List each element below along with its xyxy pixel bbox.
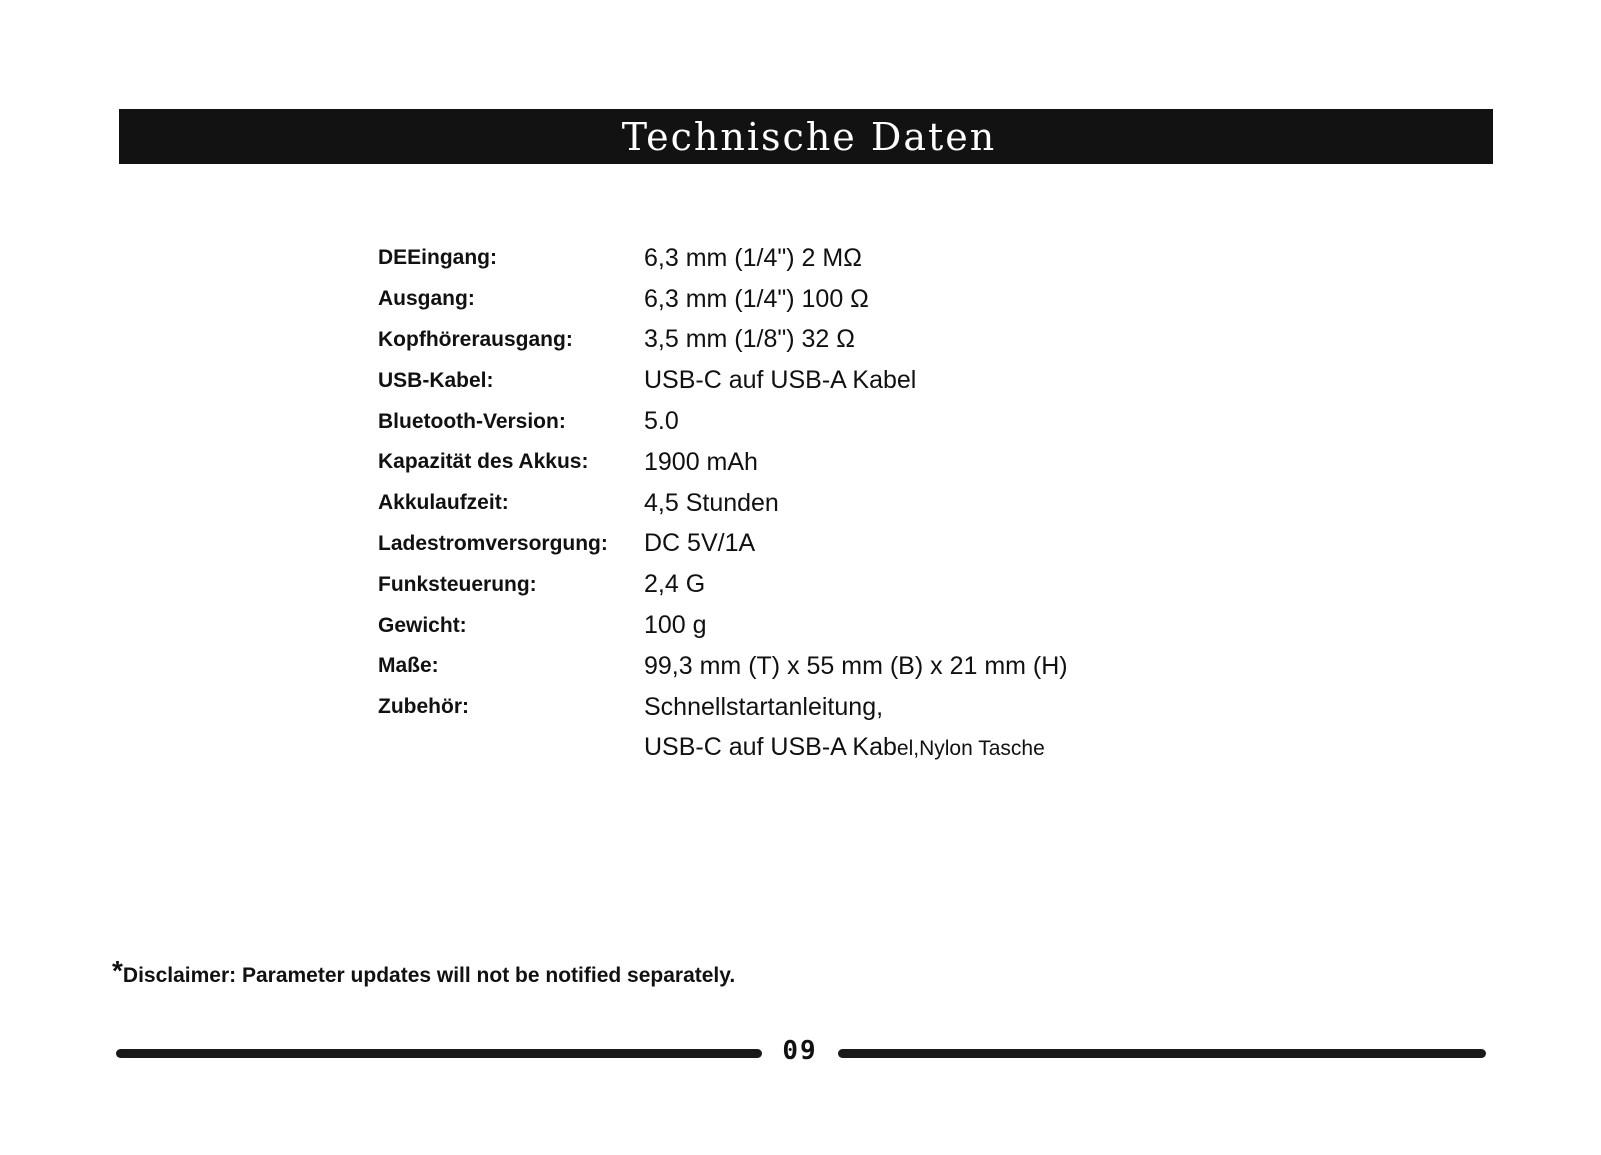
- spec-row-battery-capacity: [378, 442, 1198, 483]
- spec-table: [378, 238, 1198, 768]
- spec-value: 1900 mAh: [644, 447, 758, 476]
- spec-value: 3,5 mm (1/8") 32 Ω: [644, 325, 855, 354]
- spec-label: USB-Kabel:: [378, 368, 494, 392]
- spec-row-dimensions: [378, 646, 1198, 687]
- spec-row-battery-life: [378, 483, 1198, 524]
- spec-row-bluetooth: [378, 401, 1198, 442]
- spec-value: Schnellstartanleitung,: [644, 692, 884, 721]
- footer-rule-right: [838, 1049, 1486, 1058]
- spec-value: DC 5V/1A: [644, 529, 756, 558]
- spec-value: 6,3 mm (1/4") 100 Ω: [644, 284, 869, 313]
- spec-label: Ladestromversorgung:: [378, 531, 608, 555]
- spec-row-charging: [378, 524, 1198, 565]
- spec-label: Zubehör:: [378, 695, 469, 719]
- spec-row-input: [378, 238, 1198, 279]
- spec-value: 2,4 G: [644, 570, 706, 599]
- spec-label: Bluetooth-Version:: [378, 409, 566, 433]
- page-number: 09: [782, 1036, 818, 1066]
- spec-label: Kopfhörerausgang:: [378, 327, 573, 351]
- title-bar: [119, 109, 1493, 164]
- accessories-main-text: USB-C auf USB-A Kab: [644, 733, 897, 762]
- disclaimer: [112, 955, 735, 988]
- spec-label: Kapazität des Akkus:: [378, 450, 589, 474]
- spec-value: 4,5 Stunden: [644, 488, 779, 517]
- spec-row-weight: [378, 605, 1198, 646]
- spec-label: Gewicht:: [378, 613, 467, 637]
- spec-row-headphone: [378, 320, 1198, 361]
- spec-label: Akkulaufzeit:: [378, 491, 509, 515]
- spec-row-usb-cable: [378, 360, 1198, 401]
- spec-value: 6,3 mm (1/4") 2 MΩ: [644, 243, 862, 272]
- spec-value: 100 g: [644, 611, 707, 640]
- spec-label: Ausgang:: [378, 287, 475, 311]
- disclaimer-asterisk: *: [112, 955, 123, 986]
- footer-rule-left: [116, 1049, 762, 1058]
- spec-row-wireless: [378, 564, 1198, 605]
- spec-label: Funksteuerung:: [378, 572, 537, 596]
- spec-value: USB-C auf USB-A Kabel: [644, 366, 917, 395]
- spec-value: 99,3 mm (T) x 55 mm (B) x 21 mm (H): [644, 651, 1068, 680]
- spec-row-accessories-continued: [378, 728, 1198, 769]
- spec-label: DEEingang:: [378, 246, 497, 270]
- spec-row-accessories: [378, 687, 1198, 728]
- spec-value: 5.0: [644, 407, 679, 436]
- spec-row-output: [378, 279, 1198, 320]
- spec-value: [644, 733, 1045, 762]
- spec-label: Maße:: [378, 654, 439, 678]
- accessories-tail-text: el,Nylon Tasche: [896, 737, 1045, 761]
- disclaimer-text: Disclaimer: Parameter updates will not be notified separately.: [122, 964, 736, 987]
- page-title: Technische Daten: [621, 114, 997, 159]
